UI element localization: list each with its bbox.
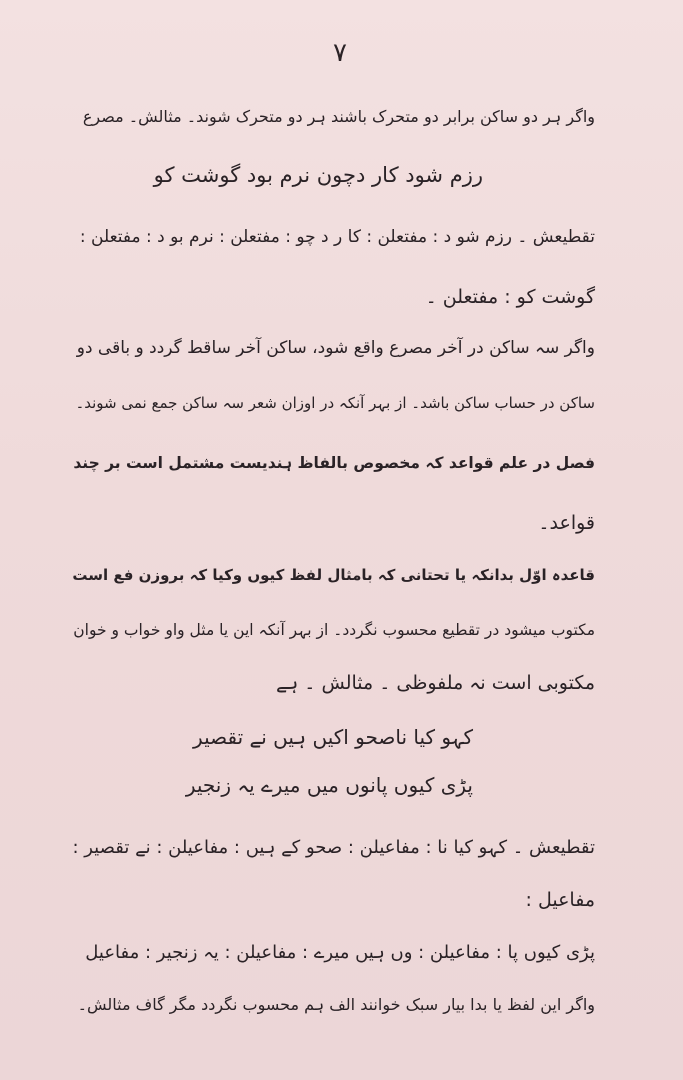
- text-line: تقطیعش ۔ رزم شو د : مفتعلن : کا ر د چو : مفتعلن : نرم بو د : مفتعلن :: [79, 227, 595, 247]
- text-line: ساکن در حساب ساکن باشد۔ از بہر آنکہ در اوزان شعر سہ ساکن جمع نمی شوند۔: [75, 394, 595, 412]
- text-line: گوشت کو : مفتعلن ۔: [425, 286, 595, 308]
- text-line: واگر ہر دو ساکن برابر دو متحرک باشند ہر دو متحرک شوند۔ مثالش۔ مصرع: [82, 107, 595, 126]
- text-line: رزم شود کار دچون نرم بود گوشت کو: [153, 163, 483, 187]
- text-line: مفاعیل :: [525, 889, 595, 911]
- text-line: تقطیعش ۔ کہو کیا نا : مفاعیلن : صحو کے ہیں : مفاعیلن : نے تقصیر :: [72, 837, 595, 858]
- text-line: واگر سہ ساکن در آخر مصرع واقع شود، ساکن آخر ساقط گردد و باقی دو: [76, 338, 595, 358]
- section-heading: فصل در علم قواعد کہ مخصوص بالفاظ ہندیست مشتمل است بر چند: [73, 454, 595, 472]
- rule-heading: قاعدہ اوّل بدانکہ یا تحتانی کہ بامثال لفظ کیوں وکیا کہ بروزن فع است: [72, 566, 595, 584]
- text-line: مکتوب میشود در تقطیع محسوب نگردد۔ از بہر آنکہ این یا مثل واو خواب و خوان: [73, 621, 595, 639]
- text-line: مکتوبی است نہ ملفوظی ۔ مثالش ۔ ہے: [276, 672, 595, 694]
- page-number: ۷: [333, 38, 347, 68]
- text-line: پڑی کیوں پا : مفاعیلن : وں ہیں میرے : مفاعیلن : یہ زنجیر : مفاعیل: [85, 942, 595, 963]
- verse-line: پڑی کیوں پانوں میں میرے یہ زنجیر: [185, 773, 473, 797]
- text-line: قواعد۔: [538, 512, 595, 534]
- verse-line: کہو کیا ناصحو اکیں ہیں نے تقصیر: [193, 725, 473, 749]
- text-line: واگر این لفظ یا بدا بیار سبک خوانند الف ہم محسوب نگردد مگر گاف مثالش۔: [77, 995, 595, 1014]
